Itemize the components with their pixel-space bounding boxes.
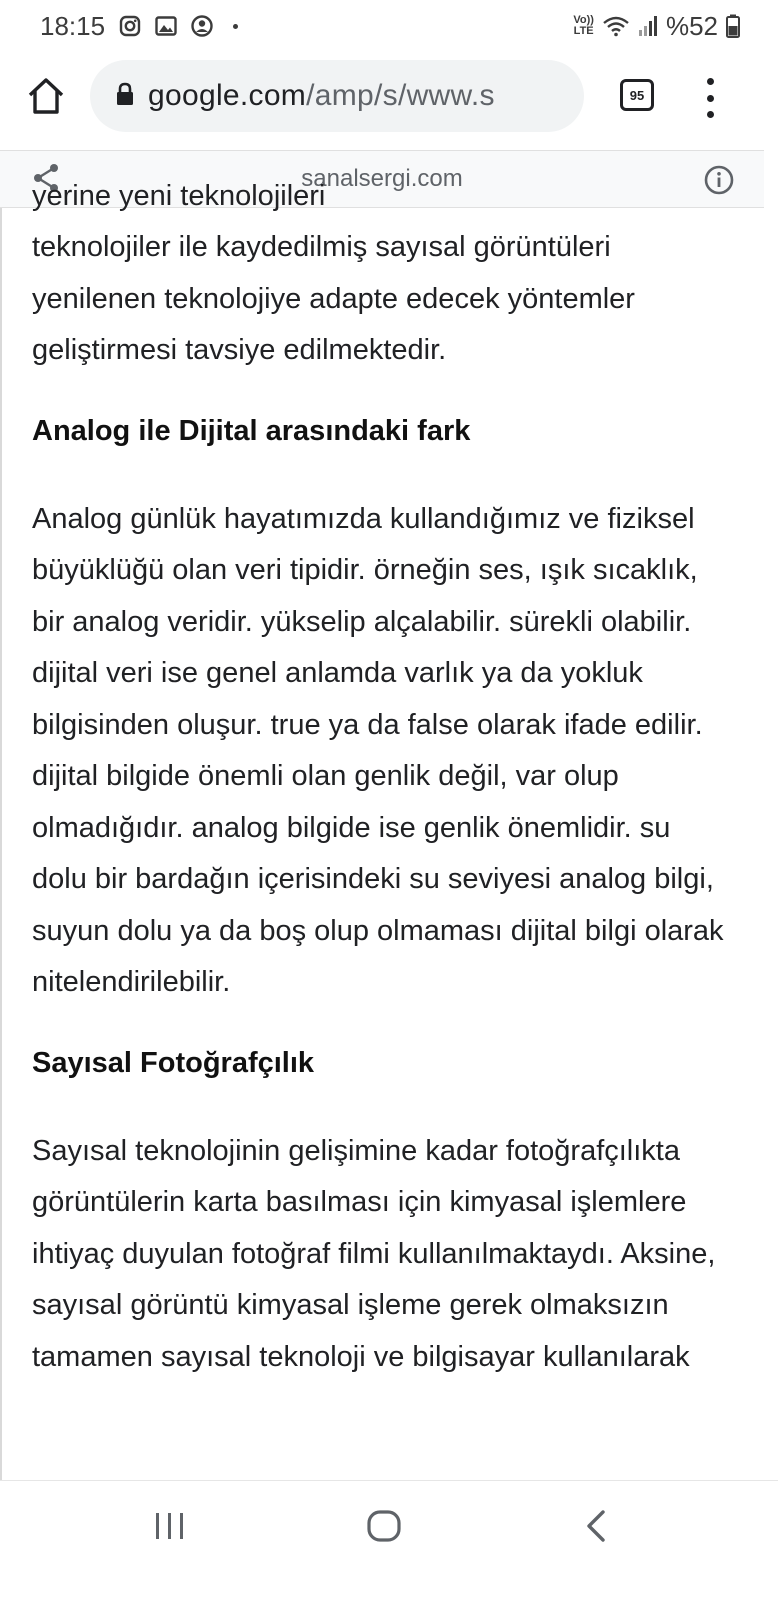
home-icon[interactable] (26, 76, 66, 120)
lock-icon (116, 82, 134, 111)
url-text (148, 79, 495, 113)
browser-toolbar (0, 52, 778, 148)
section-heading: Sayısal Fotoğrafçılık (32, 1046, 315, 1079)
url-host: google.com (148, 79, 307, 112)
recents-icon[interactable] (154, 1511, 186, 1546)
status-left (40, 11, 238, 42)
url-path: /amp/s/www.s (306, 79, 495, 112)
notification-dot-icon (233, 24, 238, 29)
clipped-text-line: yerine yeni teknolojileri (32, 180, 326, 212)
article (32, 208, 732, 1383)
article-paragraph: Sayısal teknolojinin gelişimine kadar fotoğrafçılıkta görüntülerin karta basılması için kimyasal işlemlere ihtiyaç duyulan fotoğraf filmi kullanılmaktaydı. Aksine, sayısal görüntü kimyasal işleme gerek olmaksızın tamamen sayısal teknoloji ve bilgisayar kullanılarak (32, 1134, 716, 1373)
battery-percent: %52 (665, 10, 718, 41)
battery-icon (726, 14, 740, 38)
volte-icon: Vo)) LTE (573, 14, 594, 37)
page-content[interactable] (0, 180, 764, 1480)
section-heading: Analog ile Dijital arasındaki fark (32, 414, 471, 447)
account-icon (191, 15, 213, 37)
url-bar[interactable] (90, 60, 584, 132)
tab-count: 95 (629, 87, 645, 103)
article-paragraph: teknolojiler ile kaydedilmiş sayısal görüntüleri yenilenen teknolojiye adapte edecek yöntemler geliştirmesi tavsiye edilmektedir. (32, 231, 635, 366)
nav-home-icon[interactable] (366, 1509, 402, 1548)
back-icon[interactable] (584, 1509, 608, 1548)
more-menu-icon[interactable] (700, 78, 720, 118)
info-icon[interactable] (704, 165, 734, 200)
gallery-icon (155, 16, 177, 36)
status-right (573, 11, 740, 42)
instagram-icon (119, 15, 141, 37)
status-time: 18:15 (40, 10, 106, 41)
system-nav-bar (0, 1480, 778, 1600)
article-paragraph: Analog günlük hayatımızda kullandığımız ve fiziksel büyüklüğü olan veri tipidir. örneğin ses, ışık sıcaklık, bir analog veridir. yükselip alçalabilir. sürekli olabilir. dijital veri ise genel anlamda varlık ya da yokluk bilgisinden oluşur. true ya da false olarak ifade edilir. dijital bilgide önemli olan genlik değil, var olup olmadığıdır. analog bilgide ise genlik önemlidir. su dolu bir bardağın içerisindeki su seviyesi analog bilgi, suyun dolu ya da boş olup olmaması dijital bilgi olarak nitelendirilebilir. (32, 502, 724, 998)
signal-icon (638, 15, 658, 37)
tab-switcher-button[interactable] (620, 79, 654, 111)
wifi-icon (602, 15, 630, 37)
status-bar (0, 0, 778, 52)
amp-domain[interactable]: sanalsergi.com (301, 165, 463, 192)
